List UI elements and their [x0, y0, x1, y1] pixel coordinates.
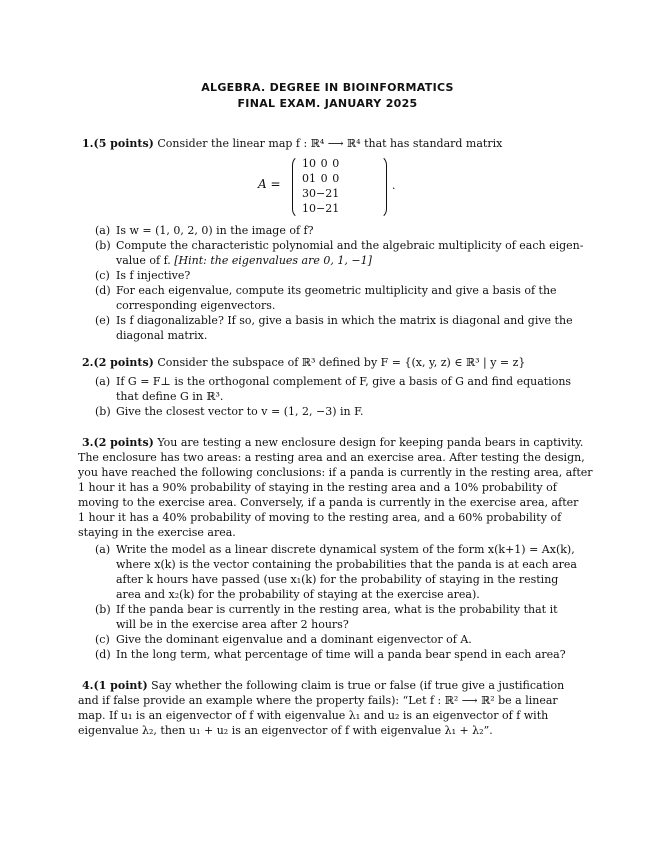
q3a-line-3: area and x₂(k) for the probability of staying at the exercise area).	[116, 588, 480, 601]
q1d-text: For each eigenvalue, compute its geometric multiplicity and give a basis of the	[116, 284, 557, 297]
q1a-label: (a)	[95, 224, 111, 237]
q3d-label: (d)	[95, 648, 111, 661]
q4-line-2: map. If u₁ is an eigenvector of f with eigenvalue λ₁ and u₂ is an eigenvector of f with	[78, 709, 549, 722]
q1a-text: Is w = (1, 0, 2, 0) in the image of f?	[116, 224, 314, 237]
q2a-text-line2: that define G in ℝ³.	[116, 390, 224, 403]
q1b-text2: value of f.	[116, 254, 175, 267]
q3-line-0: You are testing a new enclosure design for keeping panda bears in captivity.	[157, 436, 584, 449]
q3b-line-1: will be in the exercise area after 2 hours?	[116, 618, 349, 631]
q3-line-4: moving to the exercise area. Conversely, if a panda is currently in the exercise area, after	[78, 496, 579, 509]
question-2-header	[82, 356, 525, 370]
question-4-number: 4.(1 point)	[82, 679, 148, 692]
q3b-line-0: If the panda bear is currently in the resting area, what is the probability that it	[116, 603, 558, 616]
question-3-number: 3.(2 points)	[82, 436, 154, 449]
q3c-label: (c)	[95, 633, 110, 646]
q3a-line-0: Write the model as a linear discrete dynamical system of the form x(k+1) = Ax(k),	[116, 543, 575, 556]
q3-line-6: staying in the exercise area.	[78, 526, 236, 539]
q2b-label: (b)	[95, 405, 111, 418]
q1d-label: (d)	[95, 284, 111, 297]
question-4-first-line	[82, 679, 564, 693]
question-2-number: 2.(2 points)	[82, 356, 154, 369]
matrix-a-label: A =	[258, 177, 281, 191]
q3-line-1: The enclosure has two areas: a resting area and an exercise area. After testing the design,	[78, 451, 585, 464]
q3a-line-1: where x(k) is the vector containing the probabilities that the panda is at each area	[116, 558, 577, 571]
q4-line-1: and if false provide an example where the property fails): “Let f : ℝ² ⟶ ℝ² be a linear	[78, 694, 558, 707]
matrix-cell: 3	[302, 187, 309, 200]
q3d-line-0: In the long term, what percentage of time will a panda bear spend in each area?	[116, 648, 566, 661]
q1e-label: (e)	[95, 314, 111, 327]
matrix-cell: 1	[302, 157, 309, 170]
q2a-text: If G = F⊥ is the orthogonal complement of F, give a basis of G and find equations	[116, 375, 572, 388]
q3a-line-2: after k hours have passed (use x₁(k) for the probability of staying in the resting	[116, 573, 559, 586]
question-1-intro: Consider the linear map f : ℝ⁴ ⟶ ℝ⁴ that has standard matrix	[157, 137, 503, 150]
q2a-label: (a)	[95, 375, 111, 388]
matrix-cell: 0	[302, 172, 309, 185]
right-paren	[376, 155, 387, 219]
matrix-cell: 1	[302, 202, 309, 215]
q4-line-3: eigenvalue λ₂, then u₁ + u₂ is an eigenvector of f with eigenvalue λ₁ + λ₂”.	[78, 724, 493, 737]
q1b-text-line2	[116, 254, 372, 268]
matrix-cell: 0	[309, 202, 316, 215]
matrix-cell: 0	[332, 157, 340, 170]
matrix-cell: 1	[309, 172, 316, 185]
matrix-a-entries	[302, 156, 339, 216]
q1d-text-line2: corresponding eigenvectors.	[116, 299, 276, 312]
question-1-number: 1.(5 points)	[82, 137, 154, 150]
q1b-hint: [Hint: the eigenvalues are 0, 1, −1]	[174, 254, 372, 267]
matrix-cell: 0	[309, 187, 316, 200]
q1e-text: Is f diagonalizable? If so, give a basis in which the matrix is diagonal and give the	[116, 314, 573, 327]
q1b-text: Compute the characteristic polynomial and the algebraic multiplicity of each eigen-	[116, 239, 584, 252]
q4-line-0: Say whether the following claim is true or false (if true give a justification	[151, 679, 565, 692]
matrix-cell: −2	[316, 202, 333, 215]
question-3-first-line	[82, 436, 583, 450]
matrix-cell: 1	[332, 202, 340, 215]
q3-line-5: 1 hour it has a 40% probability of moving to the resting area, and a 60% probability of	[78, 511, 562, 524]
question-2-intro: Consider the subspace of ℝ³ defined by F = {(x, y, z) ∈ ℝ³ | y = z}	[157, 356, 526, 369]
matrix-cell: 0	[332, 172, 340, 185]
q3-line-2: you have reached the following conclusions: if a panda is currently in the resting area, after	[78, 466, 593, 479]
q3b-label: (b)	[95, 603, 111, 616]
matrix-cell: 0	[320, 172, 328, 185]
q3c-line-0: Give the dominant eigenvalue and a dominant eigenvector of A.	[116, 633, 472, 646]
matrix-period: .	[392, 179, 396, 192]
q2b-text: Give the closest vector to v = (1, 2, −3) in F.	[116, 405, 364, 418]
q3a-label: (a)	[95, 543, 111, 556]
q1c-text: Is f injective?	[116, 269, 191, 282]
matrix-cell: 1	[332, 187, 340, 200]
exam-subtitle: FINAL EXAM. JANUARY 2025	[237, 97, 418, 110]
question-1-header	[82, 137, 502, 151]
exam-title: ALGEBRA. DEGREE IN BIOINFORMATICS	[201, 81, 454, 94]
matrix-cell: −2	[316, 187, 333, 200]
q1b-label: (b)	[95, 239, 111, 252]
q1e-text-line2: diagonal matrix.	[116, 329, 208, 342]
matrix-cell: 0	[309, 157, 316, 170]
matrix-cell: 0	[320, 157, 328, 170]
q3-line-3: 1 hour it has a 90% probability of staying in the resting area and a 10% probability of	[78, 481, 557, 494]
q1c-label: (c)	[95, 269, 110, 282]
